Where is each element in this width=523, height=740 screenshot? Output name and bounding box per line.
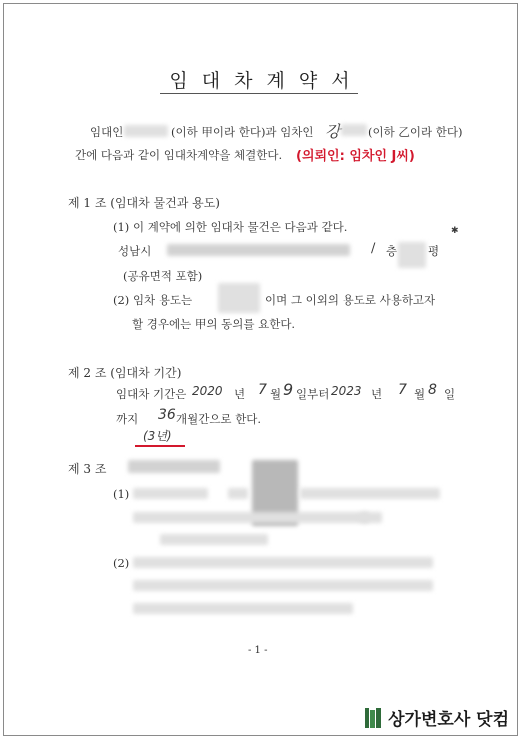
redacted-article3-title	[128, 460, 220, 473]
article2-month-label-2: 월	[414, 387, 426, 401]
redacted-text-1f	[160, 534, 268, 545]
article2-month-label-1: 월	[270, 387, 282, 401]
article1-item2-end: 이며 그 이외의 용도로 사용하고자	[265, 293, 436, 307]
article3-item2-number: (2)	[113, 556, 130, 570]
article1-address-prefix: 성남시	[118, 244, 152, 258]
article2-day-label-2: 일	[444, 387, 456, 401]
brand-watermark	[364, 705, 509, 730]
intro-line1-middle: (이하 甲이라 한다)과 임차인	[171, 125, 314, 139]
handwritten-months: 36	[158, 407, 176, 423]
book-logo-icon	[364, 706, 382, 730]
article3-item1-number: (1)	[113, 487, 130, 501]
redacted-text-2c	[133, 603, 353, 614]
red-underline	[135, 445, 185, 447]
handwritten-years-note: (3년)	[143, 429, 172, 443]
handwritten-mark: ✱	[451, 226, 459, 236]
article2-line1-start: 임대차 기간은	[116, 387, 187, 401]
intro-landlord-label: 임대인	[90, 125, 124, 139]
redacted-text-1e	[360, 512, 382, 523]
handwritten-end-year: 2023	[331, 384, 362, 398]
page-number: - 1 -	[248, 645, 268, 656]
article1-item2-start: (2) 임차 용도는	[113, 293, 193, 307]
article2-year-label-1: 년	[234, 387, 246, 401]
redacted-floor-area	[398, 242, 426, 268]
redacted-text-1a	[133, 488, 208, 499]
redacted-address	[167, 244, 350, 256]
article1-item2-line2: 할 경우에는 甲의 동의를 요한다.	[132, 317, 296, 331]
article1-floor-slash: /	[371, 241, 376, 256]
article2-line2-start: 까지	[116, 412, 139, 426]
intro-line2: 간에 다음과 같이 임대차계약을 체결한다.	[75, 148, 283, 162]
handwritten-start-day: 9	[283, 380, 294, 399]
article1-item1: (1) 이 계약에 의한 임대차 물건은 다음과 같다.	[113, 220, 348, 234]
handwritten-end-month: 7	[398, 382, 407, 398]
redacted-tenant-name	[341, 124, 367, 136]
article1-heading: 제 1 조 (임대차 물건과 용도)	[68, 196, 220, 210]
redacted-text-2a	[133, 557, 433, 568]
handwritten-end-day: 8	[428, 382, 437, 398]
article2-heading: 제 2 조 (임대차 기간)	[68, 366, 182, 380]
redacted-text-1b	[228, 488, 248, 499]
intro-line1-end: (이하 乙이라 한다)	[368, 125, 463, 139]
article3-heading: 제 3 조	[68, 462, 107, 476]
handwritten-start-year: 2020	[192, 384, 223, 398]
article2-line2-end: 개월간으로 한다.	[176, 412, 262, 426]
redacted-text-1d	[133, 512, 369, 523]
title-underline	[160, 93, 358, 94]
article2-from-label: 일부터	[296, 387, 330, 401]
article1-shared-area: (공유면적 포함)	[123, 269, 203, 283]
article2-year-label-2: 년	[371, 387, 383, 401]
redacted-text-2b	[133, 580, 433, 591]
article1-floor-suffix: 층	[386, 244, 398, 258]
redacted-usage	[218, 283, 260, 313]
redacted-text-1c	[300, 488, 440, 499]
brand-name: 상가변호사 닷컴	[388, 710, 509, 730]
redacted-landlord-name	[124, 125, 168, 137]
handwritten-tenant-surname: 강	[325, 122, 341, 141]
document-title: 임 대 차 계 약 서	[169, 70, 354, 92]
client-note: (의뢰인: 임차인 J씨)	[296, 149, 415, 164]
handwritten-start-month: 7	[258, 382, 267, 398]
article1-area-unit: 평	[428, 244, 440, 258]
